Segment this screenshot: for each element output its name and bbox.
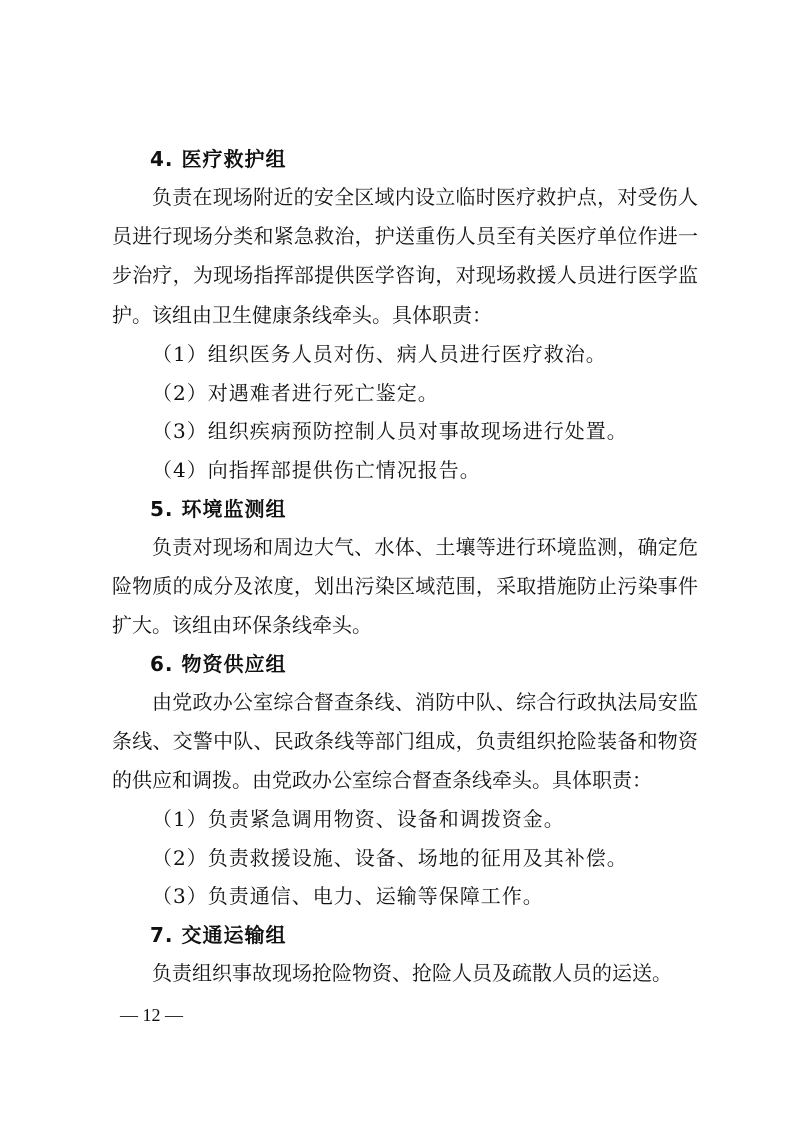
- section-paragraph-medical-rescue: 负责在现场附近的安全区域内设立临时医疗救护点，对受伤人员进行现场分类和紧急救治，护送重伤人员至有关医疗单位作进一步治疗，为现场指挥部提供医学咨询，对现场救援人员进行医学监护。该组由卫生健康条线牵头。具体职责：: [112, 185, 698, 327]
- section-heading-medical-rescue: 4. 医疗救护组: [150, 147, 287, 171]
- section-heading-material-supply: 6. 物资供应组: [150, 652, 287, 676]
- duty-item: （2）负责救援设施、设备、场地的征用及其补偿。: [152, 846, 628, 870]
- section-heading-transportation: 7. 交通运输组: [150, 923, 287, 947]
- duty-item: （2）对遇难者进行死亡鉴定。: [152, 381, 439, 405]
- duty-item: （3）负责通信、电力、运输等保障工作。: [152, 884, 544, 908]
- section-paragraph-material-supply: 由党政办公室综合督查条线、消防中队、综合行政执法局安监条线、交警中队、民政条线等部门组成，负责组织抢险装备和物资的供应和调拨。由党政办公室综合督查条线牵头。具体职责：: [112, 690, 698, 793]
- section-paragraph-environment-monitoring: 负责对现场和周边大气、水体、土壤等进行环境监测，确定危险物质的成分及浓度，划出污染区域范围，采取措施防止污染事件扩大。该组由环保条线牵头。: [112, 535, 698, 638]
- duty-item: （1）负责紧急调用物资、设备和调拨资金。: [152, 807, 565, 831]
- section-paragraph-transportation: 负责组织事故现场抢险物资、抢险人员及疏散人员的运送。: [152, 961, 672, 985]
- duty-item: （3）组织疾病预防控制人员对事故现场进行处置。: [152, 419, 628, 443]
- duty-item: （1）组织医务人员对伤、病人员进行医疗救治。: [152, 342, 607, 366]
- section-heading-environment-monitoring: 5. 环境监测组: [150, 497, 287, 521]
- page-number: — 12 —: [120, 1005, 183, 1025]
- duty-item: （4）向指挥部提供伤亡情况报告。: [152, 458, 481, 482]
